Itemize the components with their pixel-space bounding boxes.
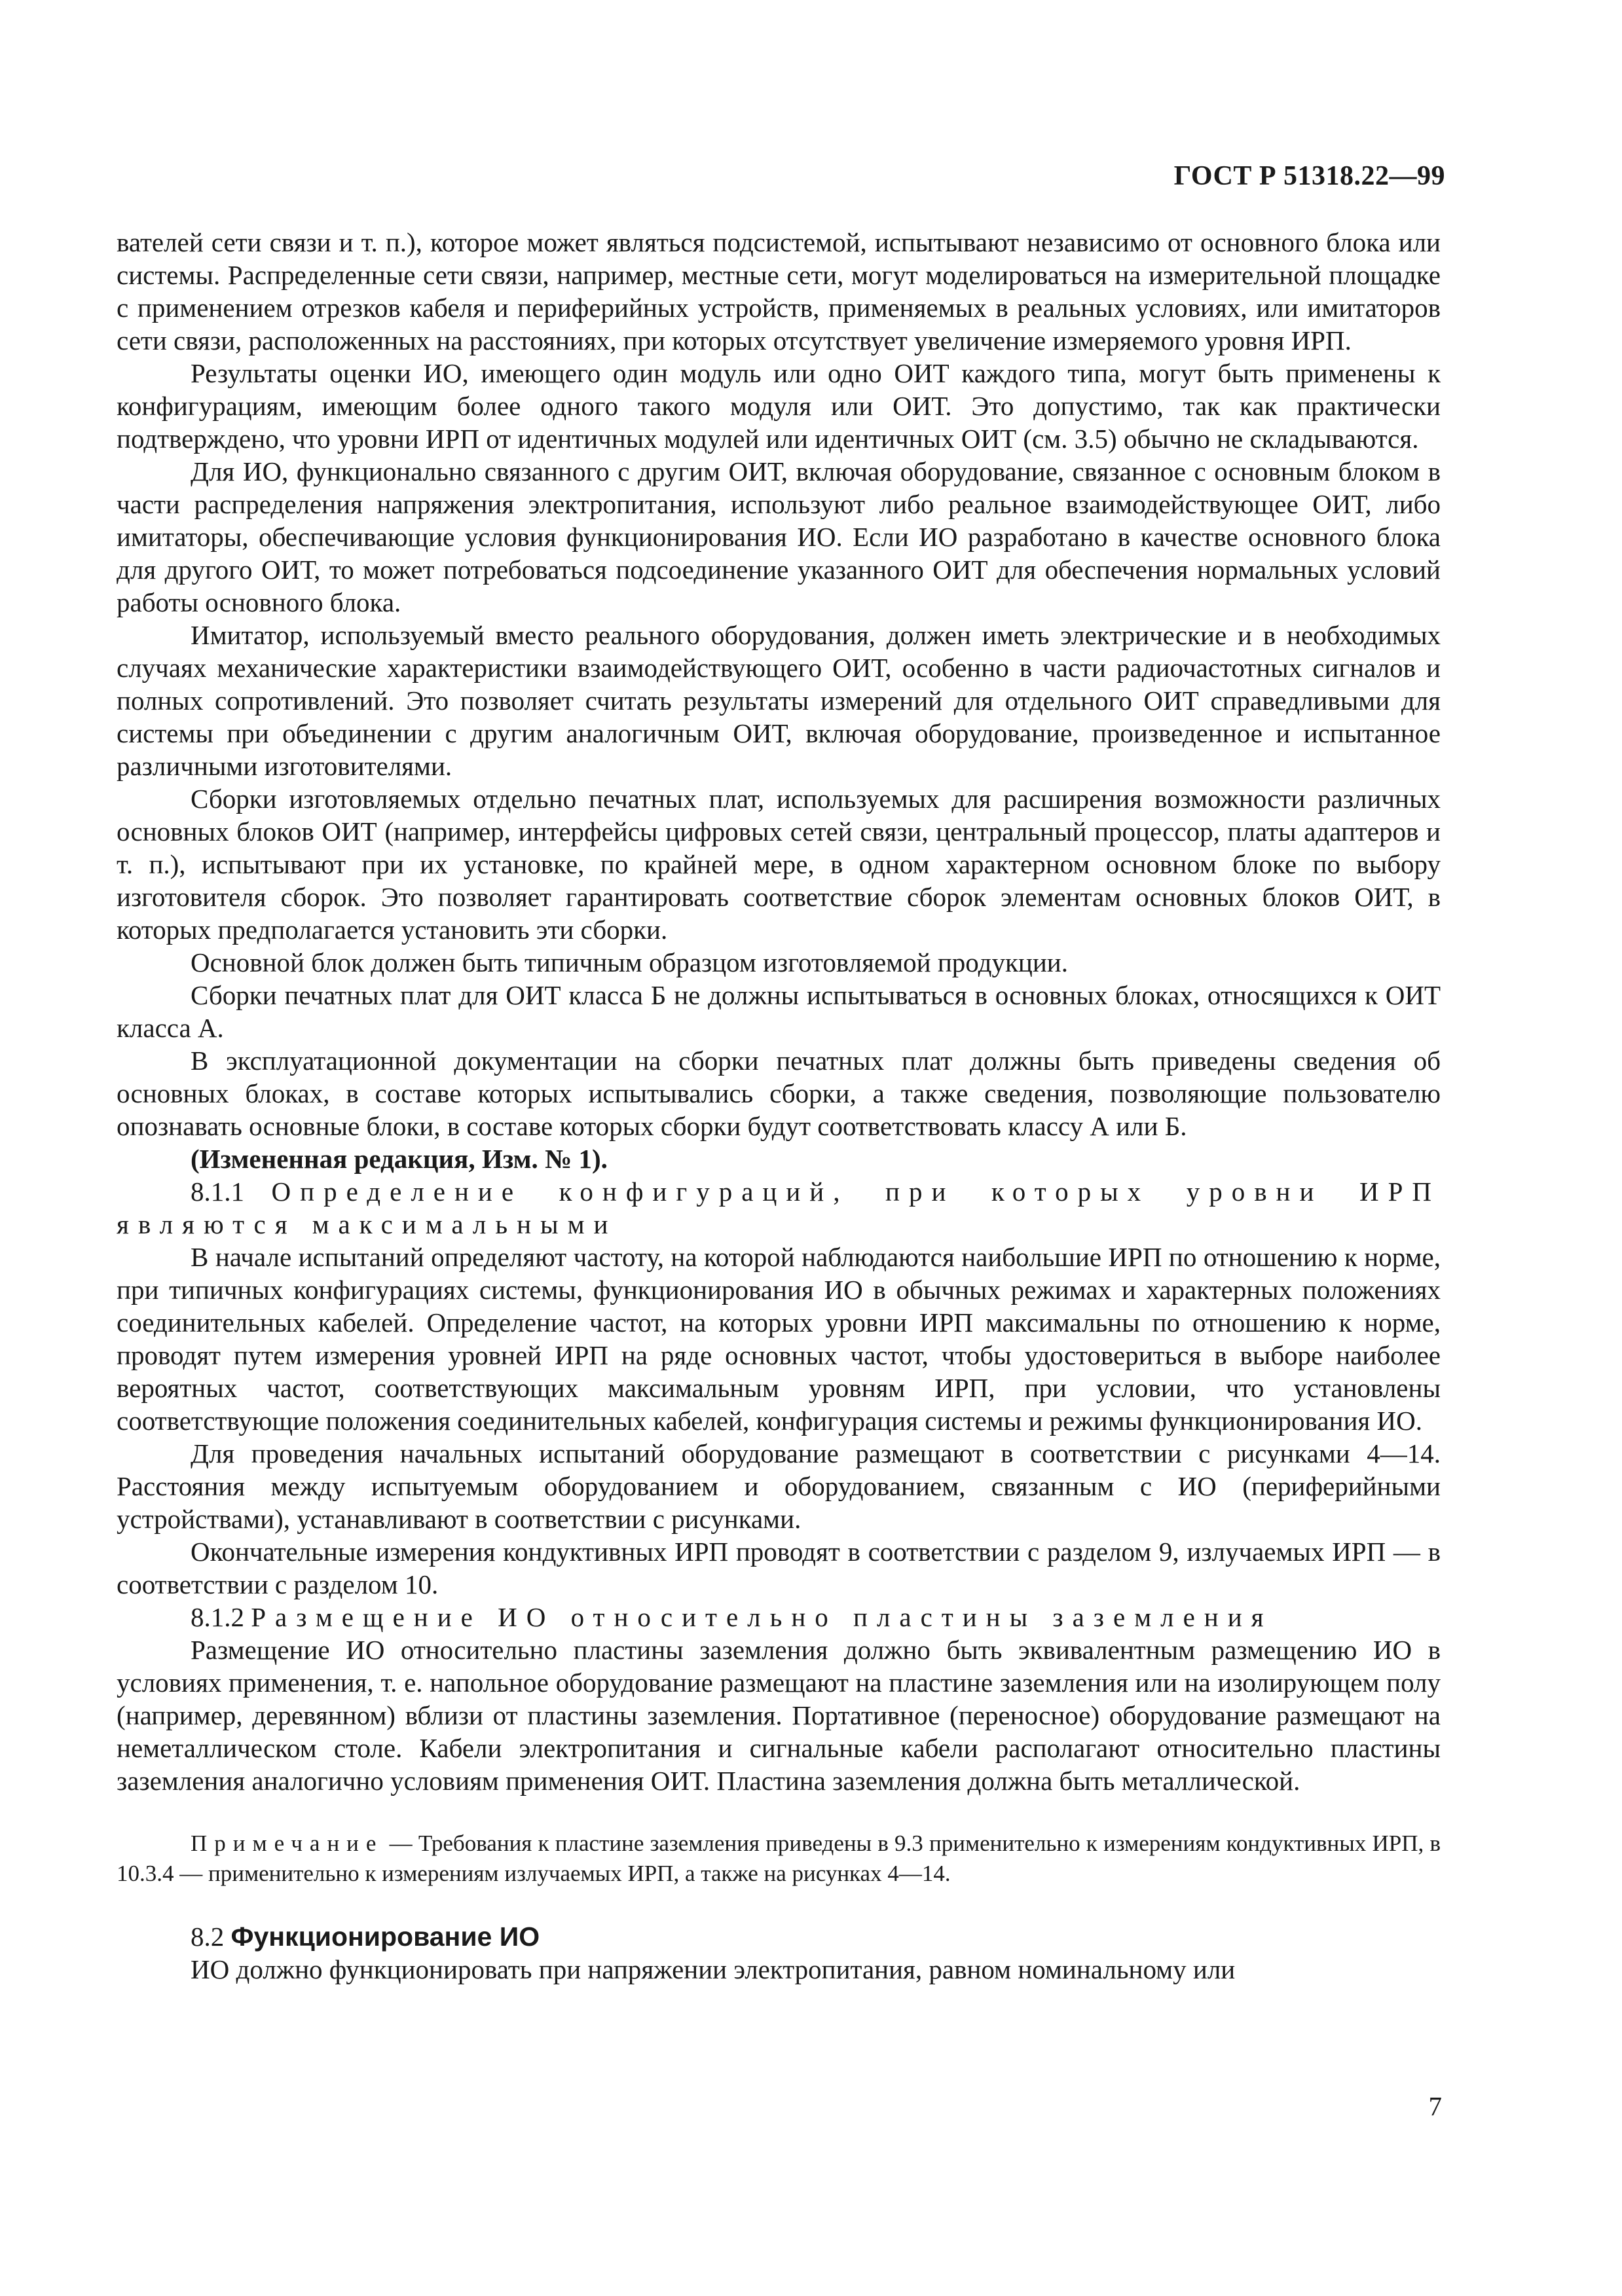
- paragraph: Сборки изготовляемых отдельно печатных плат, используемых для расширения возможности различных основных блоков ОИТ (например, интерфейсы цифровых сетей связи, центральный процессор, платы адаптеров и т. п.), испытывают при их установке, по крайней мере, в одном характерном основном блоке по выбору изготовителя сборок. Это позволяет гарантировать соответствие сборок элементам основных блоков ОИТ, в которых предполагается установить эти сборки.: [117, 784, 1441, 945]
- paragraph: Для ИО, функционально связанного с другим ОИТ, включая оборудование, связанное с основным блоком в части распределения напряжения электропитания, используют либо реальное взаимодействующее ОИТ, либо имитаторы, обеспечивающие условия функционирования ИО. Если ИО разработано в качестве основного блока для другого ОИТ, то может потребоваться подсоединение указанного ОИТ для обеспечения нормальных условий работы основного блока.: [117, 456, 1441, 617]
- document-body: [117, 226, 1441, 1986]
- page-number: 7: [1428, 2091, 1442, 2121]
- section-title: Функционирование ИО: [230, 1922, 540, 1952]
- paragraph: Результаты оценки ИО, имеющего один модуль или одно ОИТ каждого типа, могут быть применены к конфигурациям, имеющим более одного такого модуля или ОИТ. Это допустимо, так как практически подтверждено, что уровни ИРП от идентичных модулей или идентичных ОИТ (см. 3.5) обычно не складываются.: [117, 358, 1441, 454]
- paragraph: Сборки печатных плат для ОИТ класса Б не должны испытываться в основных блоках, относящихся к ОИТ класса А.: [117, 980, 1441, 1043]
- paragraph: В начале испытаний определяют частоту, на которой наблюдаются наибольшие ИРП по отношению к норме, при типичных конфигурациях системы, функционирования ИО в обычных режимах и характерных положениях соединительных кабелей. Определение частот, на которых уровни ИРП максимальны по отношению к норме, проводят путем измерения уровней ИРП на ряде основных частот, чтобы удостовериться в выборе наиболее вероятных частот, соответствующих максимальным уровням ИРП, при условии, что установлены соответствующие положения соединительных кабелей, конфигурация системы и режимы функционирования ИО.: [117, 1242, 1441, 1436]
- subsection-heading-8-1-2: [117, 1601, 1441, 1633]
- amendment-note: (Измененная редакция, Изм. № 1).: [191, 1144, 608, 1174]
- subsection-heading-8-1-1: [117, 1175, 1441, 1241]
- section-heading-8-2: [117, 1920, 1441, 1953]
- paragraph: Для проведения начальных испытаний оборудование размещают в соответствии с рисунками 4—14. Расстояния между испытуемым оборудованием и оборудованием, связанным с ИО (периферийными устройствами), устанавливают в соответствии с рисунками.: [117, 1438, 1441, 1534]
- subsection-number: 8.1.1: [191, 1176, 244, 1207]
- paragraph: Основной блок должен быть типичным образцом изготовляемой продукции.: [191, 947, 1068, 977]
- paragraph: Окончательные измерения кондуктивных ИРП проводят в соответствии с разделом 9, излучаемых ИРП — в соответствии с разделом 10.: [117, 1537, 1441, 1599]
- note-text: — Требования к пластине заземления приведены в 9.3 применительно к измерениям кондуктивных ИРП, в 10.3.4 — применительно к измерениям излучаемых ИРП, а также на рисунках 4—14.: [117, 1831, 1441, 1886]
- note-label: Примечание: [191, 1831, 384, 1856]
- paragraph: Имитатор, используемый вместо реального оборудования, должен иметь электрические и в необходимых случаях механические характеристики взаимодействующего ОИТ, особенно в части радиочастотных сигналов и полных сопротивлений. Это позволяет считать результаты измерений для отдельного ОИТ справедливыми для системы при объединении с другим аналогичным ОИТ, включая оборудование, произведенное и испытанное различными изготовителями.: [117, 620, 1441, 781]
- paragraph: В эксплуатационной документации на сборки печатных плат должны быть приведены сведения об основных блоках, в составе которых испытывались сборки, а также сведения, позволяющие пользователю опознавать основные блоки, в составе которых сборки будут соответствовать классу А или Б.: [117, 1046, 1441, 1141]
- note: [117, 1829, 1441, 1889]
- subsection-number: 8.1.2: [191, 1602, 244, 1632]
- paragraph: вателей сети связи и т. п.), которое может являться подсистемой, испытывают независимо от основного блока или системы. Распределенные сети связи, например, местные сети, могут моделироваться на измерительной площадке с применением отрезков кабеля и периферийных устройств, применяемых в реальных условиях, или имитаторов сети связи, расположенных на расстояниях, при которых отсутствует увеличение измеряемого уровня ИРП.: [117, 227, 1441, 355]
- section-number: 8.2: [191, 1922, 225, 1952]
- subsection-title: Размещение ИО относительно пластины заземления: [251, 1602, 1273, 1632]
- subsection-title: Определение конфигураций, при которых уровни ИРП являются максимальными: [117, 1176, 1441, 1239]
- paragraph: ИО должно функционировать при напряжении электропитания, равном номинальному или: [191, 1954, 1236, 1984]
- document-code-header: ГОСТ Р 51318.22—99: [1173, 161, 1445, 191]
- paragraph: Размещение ИО относительно пластины заземления должно быть эквивалентным размещению ИО в условиях применения, т. е. напольное оборудование размещают на пластине заземления или на изолирующем полу (например, деревянном) вблизи от пластины заземления. Портативное (переносное) оборудование размещают на неметаллическом столе. Кабели электропитания и сигнальные кабели располагают относительно пластины заземления аналогично условиям применения ОИТ. Пластина заземления должна быть металлической.: [117, 1635, 1441, 1796]
